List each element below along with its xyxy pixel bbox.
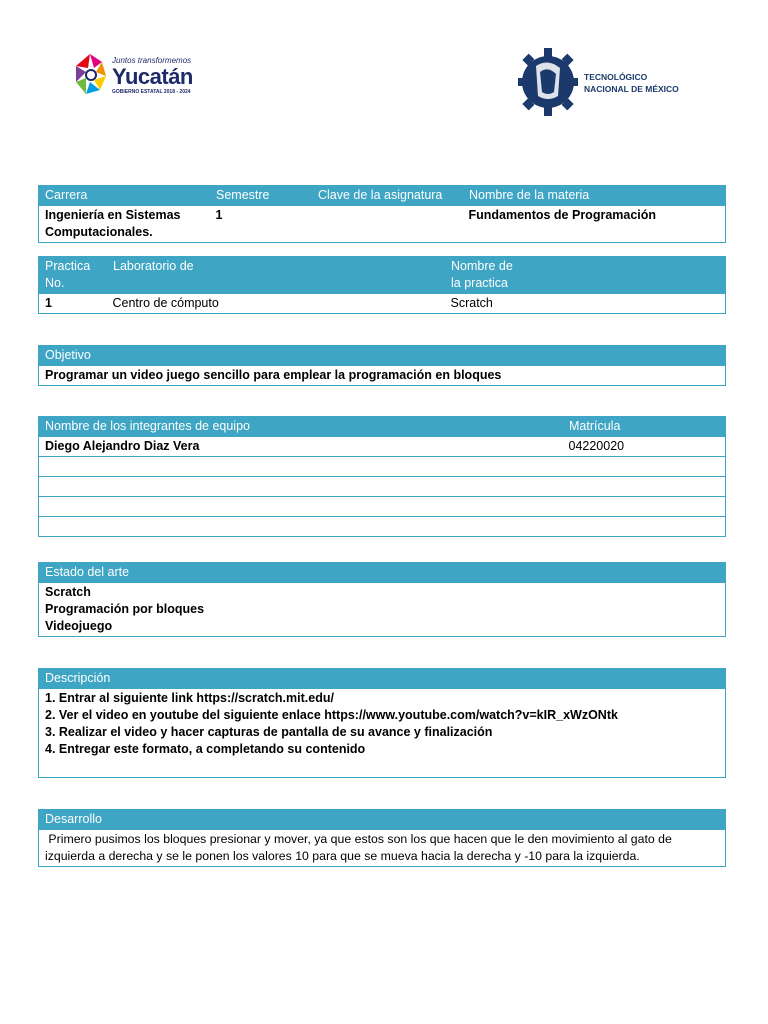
header-clave: Clave de la asignatura bbox=[312, 186, 463, 206]
tecnm-line1: TECNOLÓGICO bbox=[584, 72, 648, 82]
header-laboratorio: Laboratorio de bbox=[107, 257, 445, 294]
tecnm-line2: NACIONAL DE MÉXICO bbox=[584, 84, 679, 94]
estado-header: Estado del arte bbox=[39, 563, 726, 583]
desarrollo-header: Desarrollo bbox=[39, 810, 726, 830]
header-practica-no: Practica No. bbox=[39, 257, 107, 294]
header-nombre-practica: Nombre de la practica bbox=[445, 257, 726, 294]
descripcion-line: 3. Realizar el video y hacer capturas de pantalla de su avance y finalización bbox=[45, 725, 493, 739]
descripcion-line: 2. Ver el video en youtube del siguiente enlace https://www.youtube.com/watch?v=kIR_xWzONtk bbox=[45, 708, 618, 722]
cell-materia: Fundamentos de Programación bbox=[463, 206, 726, 243]
estado-content bbox=[39, 583, 726, 637]
header-matricula: Matrícula bbox=[563, 417, 726, 437]
yucatan-tagline: Juntos transformemos bbox=[112, 56, 192, 65]
desarrollo-table bbox=[38, 809, 726, 867]
empty-row-cell bbox=[39, 457, 726, 477]
carrera-header-row bbox=[39, 186, 726, 206]
header-integrantes: Nombre de los integrantes de equipo bbox=[39, 417, 563, 437]
empty-row-cell bbox=[39, 517, 726, 537]
cell-carrera: Ingeniería en Sistemas Computacionales. bbox=[39, 206, 210, 243]
header-semestre: Semestre bbox=[210, 186, 312, 206]
empty-row-cell bbox=[39, 477, 726, 497]
table-row bbox=[39, 457, 726, 477]
yucatan-subtitle: GOBIERNO ESTATAL 2018 - 2024 bbox=[112, 89, 191, 95]
objetivo-table bbox=[38, 345, 726, 386]
table-row bbox=[39, 477, 726, 497]
table-row bbox=[39, 497, 726, 517]
descripcion-table bbox=[38, 668, 726, 778]
table-row bbox=[39, 437, 726, 457]
cell-clave bbox=[312, 206, 463, 243]
empty-row-cell bbox=[39, 497, 726, 517]
cell-semestre: 1 bbox=[210, 206, 312, 243]
yucatan-emblem-icon bbox=[72, 50, 108, 100]
cell-integrante-nombre: Diego Alejandro Diaz Vera bbox=[39, 437, 563, 457]
practica-row bbox=[39, 294, 726, 314]
yucatan-logo bbox=[72, 50, 202, 100]
header-materia: Nombre de la materia bbox=[463, 186, 726, 206]
integrantes-table bbox=[38, 416, 726, 537]
descripcion-line: 1. Entrar al siguiente link https://scratch.mit.edu/ bbox=[45, 691, 334, 705]
estado-table bbox=[38, 562, 726, 637]
desarrollo-text: Primero pusimos los bloques presionar y mover, ya que estos son los que hacen que le den movimiento al gato de izquierda a derecha y se le ponen los valores 10 para que se mueva hacia la derecha y -10 para la izquierda. bbox=[39, 830, 726, 867]
objetivo-header: Objetivo bbox=[39, 346, 726, 366]
estado-line: Scratch bbox=[45, 585, 91, 599]
practica-header-row bbox=[39, 257, 726, 294]
estado-line: Videojuego bbox=[45, 619, 113, 633]
descripcion-content bbox=[39, 689, 726, 778]
cell-practica-no: 1 bbox=[39, 294, 107, 314]
objetivo-text: Programar un video juego sencillo para emplear la programación en bloques bbox=[39, 366, 726, 386]
cell-nombre-practica: Scratch bbox=[445, 294, 726, 314]
cell-integrante-matricula: 04220020 bbox=[563, 437, 726, 457]
tecnm-gear-icon bbox=[518, 44, 578, 120]
table-row bbox=[39, 517, 726, 537]
cell-laboratorio: Centro de cómputo bbox=[107, 294, 445, 314]
tecnm-logo bbox=[518, 44, 678, 120]
header-carrera: Carrera bbox=[39, 186, 210, 206]
yucatan-name: Yucatán bbox=[112, 64, 193, 89]
descripcion-line: 4. Entregar este formato, a completando su contenido bbox=[45, 742, 366, 756]
practica-table bbox=[38, 256, 726, 314]
carrera-row bbox=[39, 206, 726, 243]
descripcion-header: Descripción bbox=[39, 669, 726, 689]
carrera-table bbox=[38, 185, 726, 243]
integrantes-header-row bbox=[39, 417, 726, 437]
estado-line: Programación por bloques bbox=[45, 602, 205, 616]
